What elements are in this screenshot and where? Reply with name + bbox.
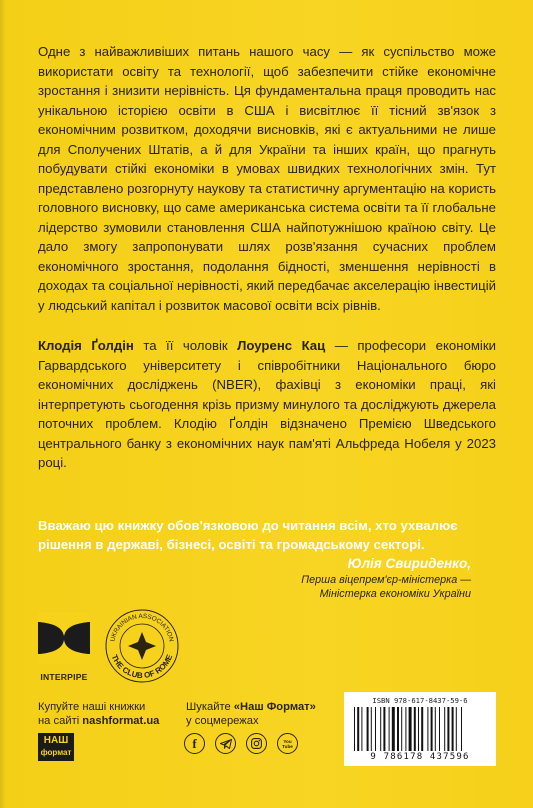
author-name-1: Клодія Ґолдін xyxy=(38,338,134,353)
barcode-bar xyxy=(456,707,457,751)
barcode-bar xyxy=(421,707,423,751)
barcode-bar xyxy=(431,707,433,751)
site-link[interactable]: nashformat.ua xyxy=(82,715,160,727)
barcode-bar xyxy=(444,707,445,751)
barcode-bar xyxy=(367,707,369,751)
club-name-text: THE CLUB OF ROME xyxy=(109,653,175,681)
barcode-bar xyxy=(383,707,385,751)
buy-line-1: Купуйте наші книжки xyxy=(38,701,146,713)
social-line-1: Шукайте «Наш Формат» xyxy=(186,701,316,713)
barcode xyxy=(344,692,496,766)
authors-connector: та її чоловік xyxy=(133,338,238,353)
facebook-icon[interactable]: f xyxy=(184,733,205,754)
social-line-2: у соцмережах xyxy=(186,715,259,727)
barcode-bar xyxy=(418,707,419,751)
barcode-bar xyxy=(414,707,416,751)
endorsement-quote: Вважаю цю книжку обов'язковою до читання всім, хто ухвалює рішення в державі, бізнесі, освіті та громадському секторі. xyxy=(38,518,458,552)
interpipe-logo-icon xyxy=(38,612,90,664)
club-of-rome-logo xyxy=(104,608,180,684)
barcode-bar xyxy=(389,707,390,751)
authors-paragraph xyxy=(38,336,496,473)
barcode-bar xyxy=(371,707,372,751)
isbn-text: ISBN 978-617-8437-59-6 xyxy=(372,696,468,705)
barcode-bar xyxy=(361,707,362,751)
barcode-bar xyxy=(461,707,462,751)
barcode-bar xyxy=(401,707,402,751)
nash-format-logo-line-2: формат xyxy=(40,748,72,757)
quote-author-name: Юлія Свириденко, xyxy=(347,556,471,571)
interpipe-logo xyxy=(38,612,90,682)
telegram-icon[interactable] xyxy=(215,733,236,754)
interpipe-wordmark: INTERPIPE xyxy=(40,672,88,682)
youtube-icon[interactable] xyxy=(277,733,298,754)
social-section xyxy=(186,700,316,728)
nash-format-logo-line-1: НАШ xyxy=(43,735,69,746)
barcode-bar xyxy=(357,707,359,751)
barcode-bar xyxy=(397,707,399,751)
brand-name: «Наш Формат» xyxy=(233,701,316,713)
barcode-bar xyxy=(375,707,376,751)
barcode-bar xyxy=(380,707,381,751)
quote-author-role-1: Перша віцепрем'єр-міністерка — xyxy=(301,574,471,586)
club-emblem xyxy=(128,632,156,660)
quote-author-role-2: Міністерка економіки України xyxy=(319,588,471,600)
spine-shadow xyxy=(0,0,6,808)
instagram-icon[interactable] xyxy=(246,733,267,754)
barcode-bar xyxy=(427,707,428,751)
barcode-bar xyxy=(354,707,355,751)
barcode-bar xyxy=(447,707,449,751)
barcode-bar xyxy=(435,707,436,751)
buy-line-2: на сайті nashformat.ua xyxy=(38,715,160,727)
nash-format-logo xyxy=(38,733,74,761)
authors-bio: — професори економіки Гарвардського університету і співробітники Національного бюро економічних досліджень (NBER), фахівці з економіки праці, які інтерпретують сьогодення крізь призму минулого та досліджують джерела поточних проблем. Клодію Ґолдін відзначено Премією Шведського центрального банку з економічних наук пам'яті Альфреда Нобеля у 2023 році. xyxy=(38,338,496,470)
buy-section xyxy=(38,700,159,728)
youtube-label: You Tube xyxy=(282,738,293,749)
social-icons xyxy=(184,733,298,754)
barcode-bar xyxy=(452,707,454,751)
description-paragraph: Одне з найважливіших питань нашого часу — як суспільство може використати освіту та технології, щоб забезпечити стійке економічне зростання і знизити нерівність. Ця фундаментальна праця проводить нас унікальною історією освіти в США і висвітлює її тісний зв'язок з економічним розвитком, доходячи висновків, які є актуальними не лише для Сполучених Штатів, а й для України та інших країн, що прагнуть побудувати стійкі економіки в умовах швидких технологічних змін. Тут представлено розгорнуту наукову та статистичну аргументацію на користь головного висновку, що саме американська система освіти та її глобальне лідерство зумовили становлення США найпотужнішою країною світу. Це дало змогу запропонувати шлях розв'язання сучасних проблем економічного зростання, подолання бідності, зменшення нерівності в доходах та соціальної нерівності, який передбачає акселерацію інвестицій у людський капітал і розвиток масової освіти всіх рівнів. xyxy=(38,44,496,313)
barcode-bars xyxy=(352,707,488,751)
club-ring-text: UKRAINIAN ASSOCIATION xyxy=(109,612,175,643)
quote-attribution xyxy=(301,555,471,601)
author-name-2: Лоуренс Кац xyxy=(237,338,326,353)
barcode-bar xyxy=(439,707,440,751)
barcode-number: 9 786178 437596 xyxy=(370,752,470,762)
barcode-bar xyxy=(409,707,412,751)
barcode-bar xyxy=(392,707,395,751)
barcode-bar xyxy=(405,707,406,751)
